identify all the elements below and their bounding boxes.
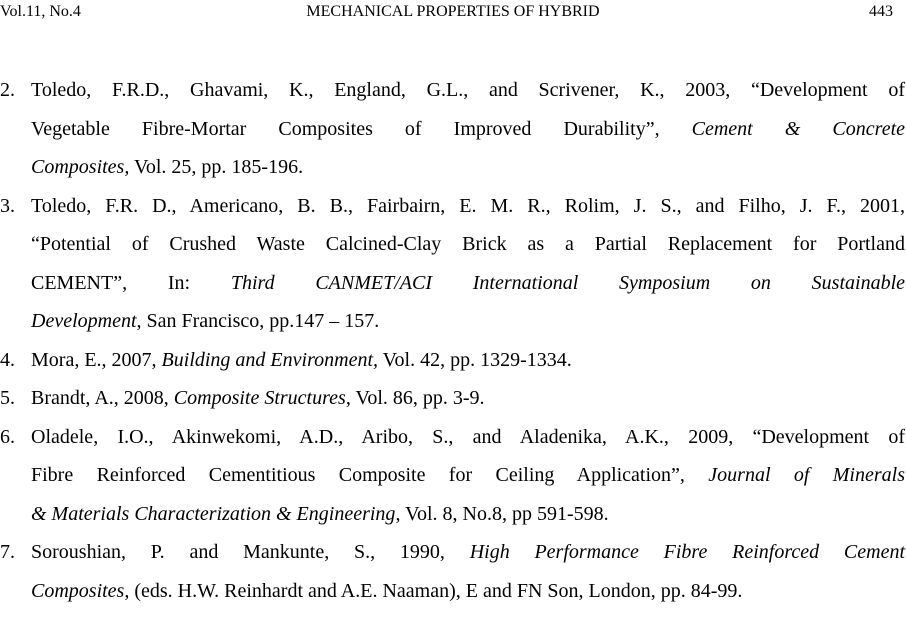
reference-number: 7. <box>0 541 15 563</box>
reference-line <box>31 264 905 303</box>
reference-item <box>0 533 905 610</box>
reference-line <box>31 71 905 110</box>
reference-text <box>31 71 905 187</box>
reference-text <box>31 533 905 610</box>
text-segment: , Vol. 86, pp. 3-9. <box>345 387 485 409</box>
italic-segment: Composite Structures <box>173 387 346 409</box>
reference-line <box>31 533 905 572</box>
text-segment: Fibre Reinforced Cementitious Composite for Ceiling Application”, <box>31 464 709 486</box>
italic-segment: Composites, <box>31 156 130 178</box>
reference-line <box>31 302 905 341</box>
text-segment: Vegetable Fibre-Mortar Composites of Improved Durability”, <box>31 117 692 140</box>
text-segment: Toledo, F.R. D., Americano, B. B., Fairbairn, E. M. R., Rolim, J. S., and Filho, J. F., 2001, <box>31 194 905 217</box>
text-segment: Brandt, A., 2008, <box>31 387 174 409</box>
italic-segment: Third CANMET/ACI International Symposium on Sustainable <box>230 271 906 294</box>
running-header <box>0 0 906 24</box>
reference-line <box>31 187 905 226</box>
reference-number: 2. <box>0 79 15 101</box>
text-segment: Vol. 25, pp. 185-196. <box>129 156 304 178</box>
reference-line <box>31 148 905 187</box>
text-segment: Soroushian, P. and Mankunte, S., 1990, <box>31 541 470 563</box>
reference-item <box>0 187 905 341</box>
reference-line <box>31 379 905 418</box>
text-segment: , Vol. 8, No.8, pp 591-598. <box>395 502 609 525</box>
text-segment: , San Francisco, pp.147 – 157. <box>136 310 380 332</box>
reference-line <box>31 110 905 149</box>
reference-line <box>31 572 905 611</box>
italic-segment: & Materials Characterization & Engineering <box>31 502 396 525</box>
reference-line <box>31 495 905 534</box>
reference-item <box>0 341 905 380</box>
text-segment: Toledo, F.R.D., Ghavami, K., England, G.L., and Scrivener, K., 2003, “Development of <box>31 79 905 101</box>
running-title: MECHANICAL PROPERTIES OF HYBRID <box>306 3 600 20</box>
text-segment: Mora, E., 2007, <box>31 348 162 371</box>
reference-line <box>31 456 905 495</box>
page-number: 443 <box>869 3 893 20</box>
reference-line <box>31 225 905 264</box>
text-segment: Vol. 42, pp. 1329-1334. <box>378 348 572 371</box>
italic-segment: Cement & Concrete <box>691 117 905 140</box>
italic-segment: Development <box>31 310 137 332</box>
reference-line <box>31 418 905 457</box>
reference-item <box>0 418 905 534</box>
italic-segment: High Performance Fibre Reinforced Cement <box>469 541 906 563</box>
reference-item <box>0 379 905 418</box>
italic-segment: Journal of Minerals <box>708 464 905 486</box>
reference-number: 4. <box>0 348 15 371</box>
italic-segment: Building and Environment, <box>161 348 379 371</box>
reference-list <box>0 71 905 610</box>
reference-item <box>0 71 905 187</box>
text-segment: CEMENT”, In: <box>31 271 231 294</box>
reference-text <box>31 341 905 380</box>
reference-number: 6. <box>0 425 15 448</box>
reference-text <box>31 187 905 341</box>
volume-issue: Vol.11, No.4 <box>0 3 81 20</box>
text-segment: Oladele, I.O., Akinwekomi, A.D., Aribo, S., and Aladenika, A.K., 2009, “Development of <box>31 425 905 448</box>
italic-segment: Composites <box>31 579 125 602</box>
reference-text <box>31 379 905 418</box>
reference-number: 3. <box>0 194 15 217</box>
reference-number: 5. <box>0 387 15 409</box>
reference-text <box>31 418 905 534</box>
reference-line <box>31 341 905 380</box>
text-segment: “Potential of Crushed Waste Calcined-Clay Brick as a Partial Replacement for Portland <box>31 233 905 255</box>
text-segment: , (eds. H.W. Reinhardt and A.E. Naaman), E and FN Son, London, pp. 84-99. <box>124 579 743 602</box>
